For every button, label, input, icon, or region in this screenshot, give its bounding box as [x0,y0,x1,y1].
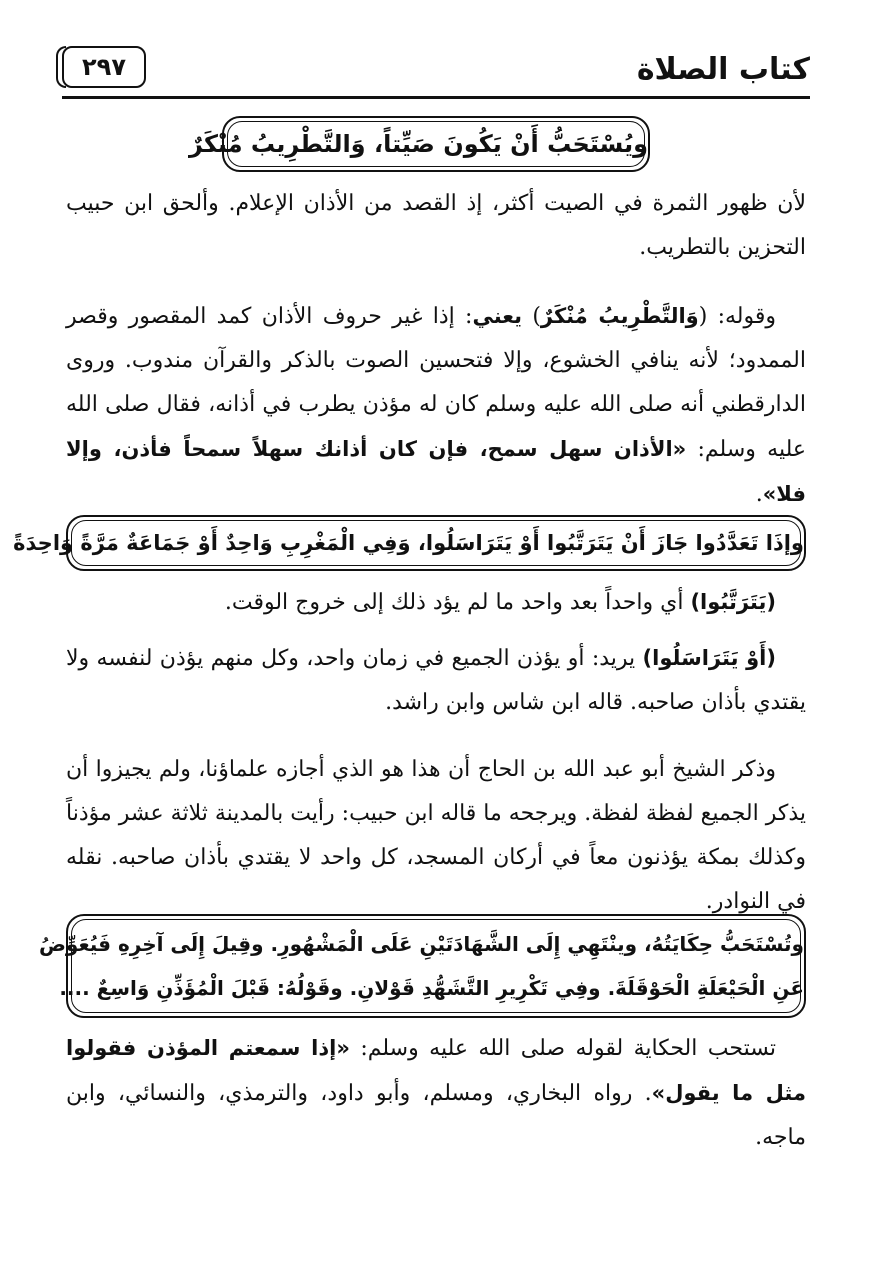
paragraph-6 [66,1026,806,1160]
paragraph-5-text: وذكر الشيخ أبو عبد الله بن الحاج أن هذا هو الذي أجازه علماؤنا، ولم يجيزوا أن يذكر الجميع لفظة لفظة. ويرجحه ما قاله ابن حبيب: رأيت بالمدينة ثلاثة عشر مؤذناً وكذلك بمكة يؤذنون معاً في أركان المسجد، كل واحد لا يقتدي بأذان صاحبه. نقله في النوادر. [66,757,806,914]
p6-after: . رواه البخاري، ومسلم، وأبو داود، والترمذي، والنسائي، وابن ماجه. [66,1081,806,1150]
p4-after: يريد: أو يؤذن الجميع في زمان واحد، وكل منهم يؤذن لنفسه ولا يقتدي بأذان صاحبه. قاله ابن شاس وابن راشد. [66,646,806,715]
paragraph-5 [66,748,806,924]
page-header [62,46,810,96]
paragraph-2 [66,294,806,517]
matn-text-1: ويُسْتَحَبُّ أَنْ يَكُونَ صَيِّتاً، وَالتَّطْرِيبُ مُنْكَرٌ [189,130,648,158]
matn-text-3-line-2: عَنِ الْحَيْعَلَةِ الْحَوْقَلَةَ. وفِي تَكْرِيرِ التَّشَهُّدِ قَوْلانِ. وقَوْلُهُ: قَبْلَ الْمُؤَذِّنِ وَاسِعٌ .... [59,976,804,1000]
matn-text-3-line-1: وتُسْتَحَبُّ حِكَايَتُهُ، وينْتَهِي إِلَى الشَّهَادَتَيْنِ عَلَى الْمَشْهُورِ. وقِيلَ إِلَى آخِرِهِ فَيُعَوِّضُ [39,932,804,956]
paragraph-1 [66,182,806,270]
p2-term2: يعني [472,304,523,328]
p2-term: وَالتَّطْرِيبُ مُنْكَرٌ [540,304,699,328]
page-number-badge: ٢٩٧ [62,46,146,88]
p2-before: وقوله: ( [698,304,777,329]
p2-end: . [755,482,763,507]
p4-term: (أَوْ يَتَرَاسَلُوا) [642,646,776,670]
matn-box-3 [39,914,806,1018]
matn-box-2 [13,515,806,571]
paragraph-1-text: لأن ظهور الثمرة في الصيت أكثر، إذ القصد من الأذان الإعلام. وألحق ابن حبيب التحزين بالتطريب. [66,191,806,260]
p3-term: (يَتَرَتَّبُوا) [690,590,776,614]
p3-after: أي واحداً بعد واحد ما لم يؤد ذلك إلى خروج الوقت. [224,590,691,615]
p2-hadith: «الأذان سهل سمح، فإن كان أذانك سهلاً سمحاً فأذن، وإلا فلا» [66,437,806,506]
book-title: كتاب الصلاة [636,52,810,87]
paragraph-3 [66,580,806,625]
p2-after: : إذا غير حروف الأذان كمد المقصور وقصر الممدود؛ لأنه ينافي الخشوع، وإلا فتحسين الصوت بالذكر والقرآن مندوب. وروى الدارقطني أنه صلى الله عليه وسلم كان له مؤذن يطرب في أذانه، فقال صلى الله عليه وسلم: [66,304,806,462]
matn-text-2: وإذَا تَعَدَّدُوا جَازَ أَنْ يَتَرَتَّبُوا أَوْ يَتَرَاسَلُوا، وَفِي الْمَغْرِبِ وَاحِدٌ أَوْ جَمَاعَةٌ مَرَّةً وَاحِدَةً [13,531,804,555]
paragraph-4 [66,636,806,725]
header-divider [62,96,810,99]
p2-mid: ) [522,304,541,329]
matn-box-1 [189,116,650,172]
p6-hadith: «إذا سمعتم المؤذن فقولوا مثل ما يقول» [66,1036,806,1105]
p6-before: تستحب الحكاية لقوله صلى الله عليه وسلم: [349,1036,776,1061]
